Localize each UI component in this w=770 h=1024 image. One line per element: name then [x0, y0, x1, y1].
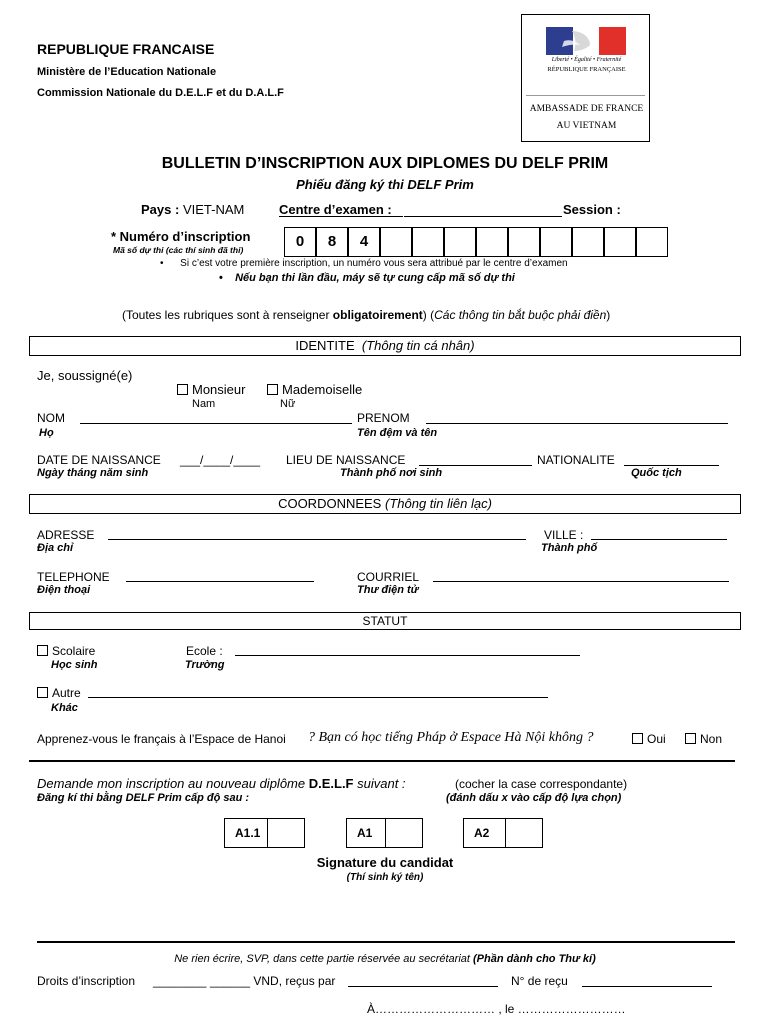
- monsieur-option[interactable]: Monsieur: [177, 382, 245, 397]
- secretariat-divider: [37, 941, 735, 943]
- courriel-vn: Thư điện tử: [357, 584, 419, 596]
- pays-value: VIET-NAM: [182, 202, 245, 217]
- signature-label: Signature du candidat: [316, 855, 454, 870]
- droits-input[interactable]: ________: [153, 974, 207, 988]
- scolaire-checkbox[interactable]: [37, 645, 48, 656]
- prenom-label: PRENOM: [357, 411, 410, 425]
- level-a1[interactable]: A1: [346, 818, 423, 848]
- numero-digit-cell[interactable]: 0: [284, 227, 316, 257]
- note-fr: • Si c’est votre première inscription, un numéro vous sera attribué par le centre d’examen: [160, 258, 568, 269]
- question-vn: ? Bạn có học tiếng Pháp ở Espace Hà Nội không ?: [308, 730, 594, 745]
- ville-vn: Thành phố: [541, 542, 598, 554]
- ecole-label: Ecole :: [186, 644, 223, 658]
- ville-label: VILLE :: [544, 528, 584, 542]
- centre-underline: [279, 216, 403, 217]
- nom-input[interactable]: [80, 423, 352, 424]
- soussigne-label: Je, soussigné(e): [37, 368, 133, 383]
- scolaire-vn: Học sinh: [51, 659, 98, 671]
- nationalite-input[interactable]: [624, 465, 719, 466]
- telephone-vn: Điện thoại: [37, 584, 91, 596]
- prenom-input[interactable]: [426, 423, 728, 424]
- numero-digit-cell[interactable]: [636, 227, 668, 257]
- adresse-input[interactable]: [108, 539, 526, 540]
- recu-input[interactable]: [582, 986, 712, 987]
- form-title: BULLETIN D’INSCRIPTION AUX DIPLOMES DU DELF PRIM: [161, 155, 609, 172]
- lieu-label: LIEU DE NAISSANCE: [286, 453, 406, 467]
- embassy-line-2: AU VIETNAM: [556, 121, 617, 131]
- numero-digit-cell[interactable]: 8: [316, 227, 348, 257]
- courriel-label: COURRIEL: [357, 570, 420, 584]
- received-by-input[interactable]: [348, 986, 498, 987]
- place-date-line[interactable]: À………………………… , le ………………………: [367, 1002, 626, 1016]
- nationalite-label: NATIONALITE: [537, 453, 615, 467]
- mademoiselle-vn: Nữ: [280, 398, 296, 410]
- identite-header: IDENTITE (Thông tin cá nhân): [29, 336, 741, 356]
- commission-line: Commission Nationale du D.E.L.F et du D.A.L.F: [37, 87, 284, 99]
- autre-checkbox[interactable]: [37, 687, 48, 698]
- date-vn: Ngày tháng năm sinh: [37, 467, 149, 479]
- numero-sublabel: Mã số dự thi (các thí sinh đã thi): [113, 245, 244, 255]
- monsieur-checkbox[interactable]: [177, 384, 188, 395]
- ministry-line: Ministère de l’Education Nationale: [37, 66, 217, 78]
- question-fr: Apprenez-vous le français à l’Espace de Hanoi: [37, 732, 286, 746]
- lieu-input[interactable]: [419, 465, 532, 466]
- vnd-received: ______ VND, reçus par: [210, 974, 336, 988]
- mademoiselle-checkbox[interactable]: [267, 384, 278, 395]
- level-a11[interactable]: A1.1: [224, 818, 305, 848]
- pays-label: Pays :: [141, 202, 180, 217]
- nom-vn: Họ: [39, 427, 54, 439]
- telephone-label: TELEPHONE: [37, 570, 110, 584]
- numero-digit-cell[interactable]: [572, 227, 604, 257]
- oui-option[interactable]: Oui: [632, 732, 666, 746]
- numero-digit-cell[interactable]: [540, 227, 572, 257]
- autre-input[interactable]: [88, 697, 548, 698]
- level-a1-checkbox[interactable]: [385, 818, 422, 848]
- secretariat-note: Ne rien écrire, SVP, dans cette partie réservée au secrétariat (Phần dành cho Thư kí): [174, 953, 596, 965]
- autre-vn: Khác: [51, 702, 78, 714]
- adresse-vn: Địa chỉ: [37, 542, 74, 554]
- monsieur-vn: Nam: [192, 398, 216, 410]
- signature-vn: (Thí sinh ký tên): [346, 872, 424, 883]
- level-a11-checkbox[interactable]: [267, 818, 304, 848]
- recu-label: N° de reçu: [511, 974, 568, 988]
- nationalite-vn: Quốc tịch: [631, 467, 682, 479]
- logo-motto: Liberté • Égalité • Fraternité: [551, 57, 622, 63]
- lieu-vn: Thành phố nơi sinh: [340, 467, 443, 479]
- ecole-input[interactable]: [235, 655, 580, 656]
- embassy-line-1: AMBASSADE DE FRANCE: [529, 104, 644, 114]
- date-label: DATE DE NAISSANCE: [37, 453, 161, 467]
- numero-digit-cell[interactable]: 4: [348, 227, 380, 257]
- date-input[interactable]: ___/____/____: [180, 453, 261, 467]
- centre-input-line[interactable]: [404, 216, 562, 217]
- cocher-note: (cocher la case correspondante): [455, 777, 628, 791]
- form-subtitle: Phiếu đăng ký thi DELF Prim: [296, 177, 474, 192]
- numero-digit-cell[interactable]: [508, 227, 540, 257]
- numero-label: * Numéro d’inscription: [111, 229, 251, 244]
- numero-digit-cell[interactable]: [380, 227, 412, 257]
- logo-republic: RÉPUBLIQUE FRANÇAISE: [547, 66, 626, 73]
- statut-header: STATUT: [29, 612, 741, 630]
- telephone-input[interactable]: [126, 581, 314, 582]
- country-title: REPUBLIQUE FRANCAISE: [37, 41, 215, 57]
- scolaire-option[interactable]: Scolaire: [37, 644, 95, 658]
- oui-checkbox[interactable]: [632, 733, 643, 744]
- numero-digit-cell[interactable]: [604, 227, 636, 257]
- embassy-logo-box: [521, 14, 650, 142]
- non-checkbox[interactable]: [685, 733, 696, 744]
- nom-label: NOM: [37, 411, 65, 425]
- inscription-line: Demande mon inscription au nouveau diplôme D.E.L.F suivant :: [37, 776, 406, 791]
- level-a2-checkbox[interactable]: [505, 818, 542, 848]
- mandatory-note: (Toutes les rubriques sont à renseigner obligatoirement) (Các thông tin bắt buộc phải điền): [122, 308, 611, 322]
- session-label: Session :: [563, 202, 621, 217]
- droits-label: Droits d’inscription: [37, 974, 136, 988]
- logo-divider: [526, 95, 645, 96]
- prenom-vn: Tên đệm và tên: [357, 427, 438, 439]
- note-vn: • Nếu bạn thi lần đầu, máy sẽ tự cung cấp mã số dự thi: [219, 272, 515, 284]
- marianne-logo-icon: [546, 27, 626, 55]
- courriel-input[interactable]: [433, 581, 729, 582]
- mademoiselle-option[interactable]: Mademoiselle: [267, 382, 362, 397]
- ville-input[interactable]: [591, 539, 727, 540]
- coordonnees-header: COORDONNEES (Thông tin liên lạc): [29, 494, 741, 514]
- numero-digit-cell[interactable]: [412, 227, 444, 257]
- section-divider: [29, 760, 735, 762]
- inscription-vn: Đăng kí thi bằng DELF Prim cấp độ sau :: [37, 792, 250, 804]
- cocher-vn: (đánh dấu x vào cấp độ lựa chọn): [446, 792, 622, 804]
- autre-option[interactable]: Autre: [37, 686, 81, 700]
- level-a2[interactable]: A2: [463, 818, 543, 848]
- ecole-vn: Trường: [185, 659, 225, 671]
- numero-digit-cell[interactable]: [476, 227, 508, 257]
- centre-label: Centre d’examen :: [279, 202, 392, 217]
- pays-field: [141, 202, 244, 217]
- adresse-label: ADRESSE: [37, 528, 95, 542]
- numero-digit-cell[interactable]: [444, 227, 476, 257]
- non-option[interactable]: Non: [685, 732, 722, 746]
